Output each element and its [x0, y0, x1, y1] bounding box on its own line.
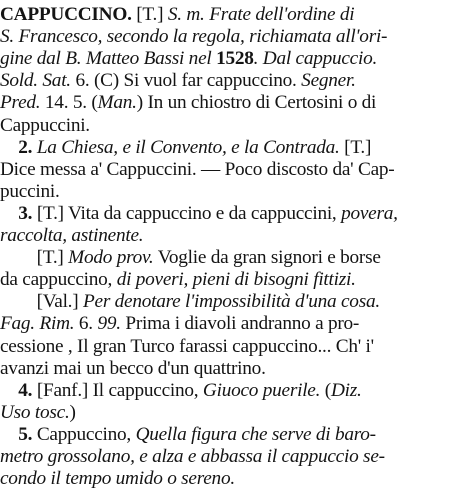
entry-line: [0, 247, 381, 269]
italic-text: Man.: [97, 92, 137, 114]
bold-text: 5.: [0, 423, 37, 445]
text: da cappuccino,: [0, 269, 117, 291]
italic-text: Modo prov.: [68, 247, 154, 269]
italic-text: Segner.: [301, 70, 356, 92]
text: 6. (C) Si vuol far cappuccino.: [75, 70, 302, 92]
italic-text: Pred.: [0, 92, 45, 114]
bold-text: 2.: [0, 136, 37, 158]
entry-line: [0, 115, 90, 137]
entry-line: [0, 70, 356, 92]
italic-text: di poveri, pieni di bisogni fittizi.: [116, 269, 356, 291]
italic-text: povera,: [341, 202, 398, 224]
italic-text: condo il tempo umido o sereno.: [0, 468, 235, 490]
entry-line: [0, 26, 387, 48]
text: puccini.: [0, 180, 60, 202]
italic-text: raccolta, astinente.: [0, 225, 144, 246]
italic-text: 99.: [97, 313, 121, 335]
italic-text: Sold. Sat.: [0, 70, 76, 92]
text: [Val.]: [0, 291, 83, 313]
text: (: [320, 379, 331, 401]
italic-text: S. Francesco, secondo la regola, richiamata all'ori-: [0, 26, 388, 48]
entry-line: [0, 203, 398, 225]
text: [T.] Vita da cappuccino e da cappuccini,: [36, 202, 342, 224]
text: 14. 5. (: [44, 92, 98, 114]
entry-line: [0, 291, 380, 313]
entry-line: [0, 225, 143, 247]
text: 6.: [78, 313, 98, 335]
entry-line: [0, 48, 377, 70]
text: avanzi mai un becco d'un quattrino.: [0, 357, 266, 379]
italic-text: La Chiesa, e il Convento, e la Contrada.: [36, 136, 340, 158]
text: [T.]: [339, 136, 372, 158]
bold-text: 1528: [216, 48, 254, 70]
text: Cappuccino,: [36, 423, 136, 445]
bold-text: 3.: [0, 202, 37, 224]
entry-line: [0, 181, 60, 203]
bold-text: 4.: [0, 379, 37, 401]
italic-text: gine dal B. Matteo Bassi nel: [0, 48, 217, 70]
text: Dice messa a' Cappuccini. — Poco discosto da' Cap-: [0, 158, 395, 180]
text: ) In un chiostro di Certosini o di: [136, 92, 377, 114]
entry-line: [0, 424, 376, 446]
entry-line: [0, 137, 371, 159]
entry-line: [0, 269, 356, 291]
italic-text: Fag. Rim.: [0, 313, 79, 335]
entry-line: [0, 159, 394, 181]
entry-line: [0, 313, 359, 335]
entry-line: [0, 336, 374, 358]
italic-text: Giuoco puerile.: [202, 379, 321, 401]
italic-text: Uso tosc.: [0, 401, 70, 423]
entry-line: [0, 4, 354, 26]
entry-line: [0, 402, 76, 424]
text: Prima i diavoli andranno a pro-: [120, 313, 360, 335]
italic-text: Diz.: [330, 379, 362, 401]
italic-text: Per denotare l'impossibilità d'una cosa.: [83, 291, 380, 313]
text: [Fanf.] Il cappuccino,: [36, 379, 203, 401]
italic-text: Dal cappuccio.: [262, 48, 378, 70]
italic-text: Quella figura che serve di baro-: [135, 423, 376, 445]
text: Voglie da gran signori e borse: [153, 247, 381, 269]
entry-line: [0, 380, 362, 402]
entry-line: [0, 92, 376, 114]
text: [T.]: [136, 4, 168, 25]
text: cessione , Il gran Turco farassi cappuccino... Ch' i': [0, 335, 374, 357]
entry-line: [0, 468, 235, 490]
text: Cappuccini.: [0, 114, 90, 136]
italic-text: .: [253, 48, 263, 70]
text: ): [69, 401, 76, 423]
text: [T.]: [0, 247, 69, 269]
bold-text: CAPPUCCINO.: [0, 4, 137, 25]
entry-line: [0, 358, 266, 380]
entry-line: [0, 446, 385, 468]
italic-text: metro grossolano, e alza e abbassa il cappuccio se-: [0, 446, 385, 467]
italic-text: S. m. Frate dell'ordine di: [167, 4, 355, 25]
